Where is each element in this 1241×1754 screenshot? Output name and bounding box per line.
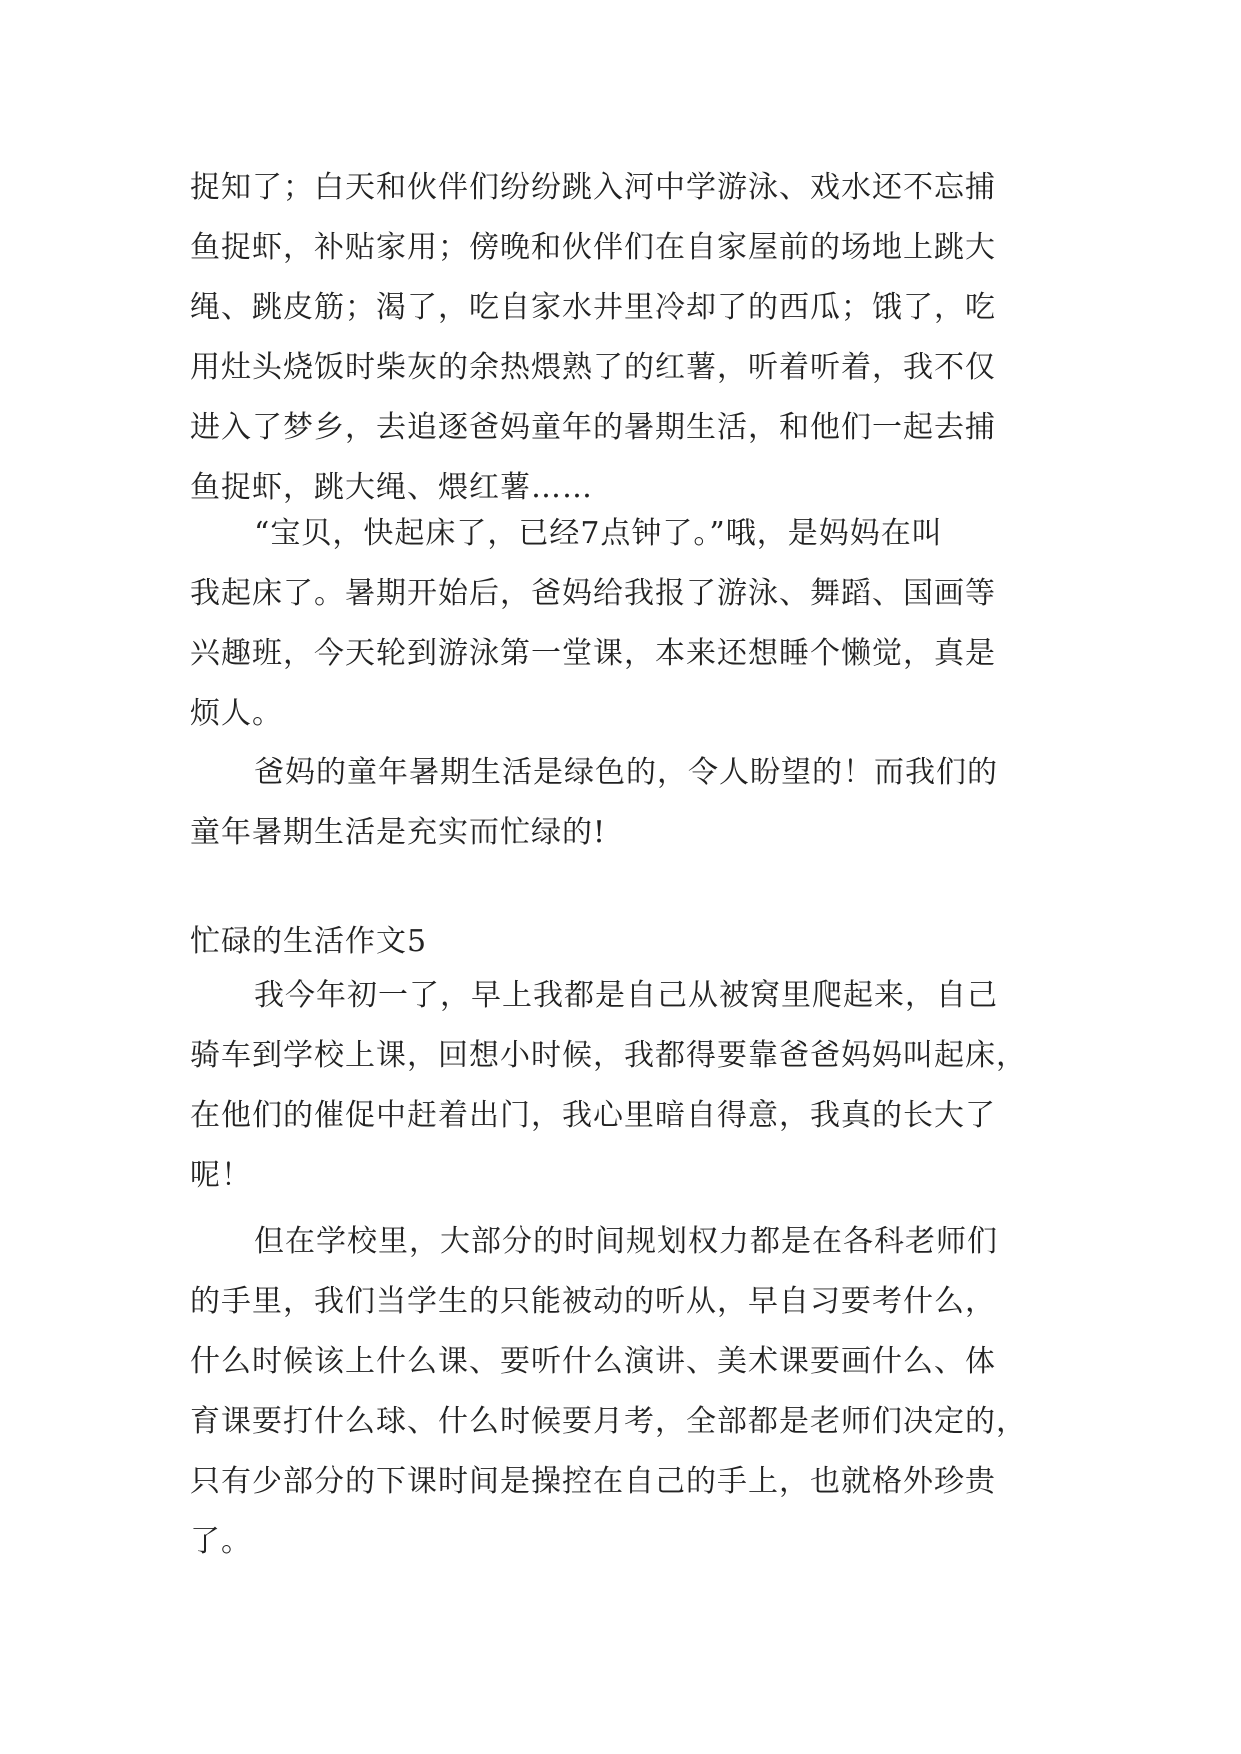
paragraph-conclusion	[190, 743, 1050, 863]
paragraph-line: 捉知了；白天和伙伴们纷纷跳入河中学游泳、戏水还不忘捕	[190, 170, 996, 205]
paragraph-line: 烦人。	[190, 696, 283, 731]
paragraph-line: 什么时候该上什么课、要听什么演讲、美术课要画什么、体	[190, 1344, 996, 1379]
paragraph-line: 鱼捉虾，补贴家用；傍晚和伙伴们在自家屋前的场地上跳大	[190, 230, 996, 265]
paragraph-line: 我起床了。暑期开始后，爸妈给我报了游泳、舞蹈、国画等	[190, 576, 996, 611]
paragraph-line: 兴趣班，今天轮到游泳第一堂课，本来还想睡个懒觉，真是	[190, 636, 996, 671]
paragraph-line: 只有少部分的下课时间是操控在自己的手上，也就格外珍贵	[190, 1464, 996, 1499]
paragraph-line: “宝贝，快起床了，已经7点钟了。”哦，是妈妈在叫	[254, 516, 943, 551]
paragraph-line: 骑车到学校上课，回想小时候，我都得要靠爸爸妈妈叫起床，	[190, 1038, 1027, 1073]
paragraph-line: 爸妈的童年暑期生活是绿色的，令人盼望的！而我们的	[254, 755, 998, 790]
paragraph-line: 我今年初一了，早上我都是自己从被窝里爬起来，自己	[254, 978, 998, 1013]
paragraph-line: 在他们的催促中赶着出门，我心里暗自得意，我真的长大了	[190, 1098, 996, 1133]
section-title-text: 忙碌的生活作文5	[190, 924, 428, 959]
paragraph-line: 进入了梦乡，去追逐爸妈童年的暑期生活，和他们一起去捕	[190, 410, 996, 445]
paragraph-wake-up	[190, 504, 1050, 744]
paragraph-growing-up	[190, 966, 1050, 1206]
paragraph-line: 育课要打什么球、什么时候要月考，全部都是老师们决定的，	[190, 1404, 1027, 1439]
paragraph-summer-memories	[190, 158, 1050, 518]
paragraph-line: 呢！	[190, 1158, 252, 1193]
paragraph-line: 绳、跳皮筋；渴了，吃自家水井里冷却了的西瓜；饿了，吃	[190, 290, 996, 325]
paragraph-line: 但在学校里，大部分的时间规划权力都是在各科老师们	[254, 1224, 998, 1259]
paragraph-line: 鱼捉虾，跳大绳、煨红薯……	[190, 470, 593, 505]
section-title	[190, 912, 1050, 972]
paragraph-line: 了。	[190, 1524, 252, 1559]
paragraph-line: 童年暑期生活是充实而忙绿的!	[190, 815, 607, 850]
paragraph-line: 的手里，我们当学生的只能被动的听从，早自习要考什么，	[190, 1284, 996, 1319]
paragraph-line: 用灶头烧饭时柴灰的余热煨熟了的红薯，听着听着，我不仅	[190, 350, 996, 385]
paragraph-school-schedule	[190, 1212, 1050, 1572]
